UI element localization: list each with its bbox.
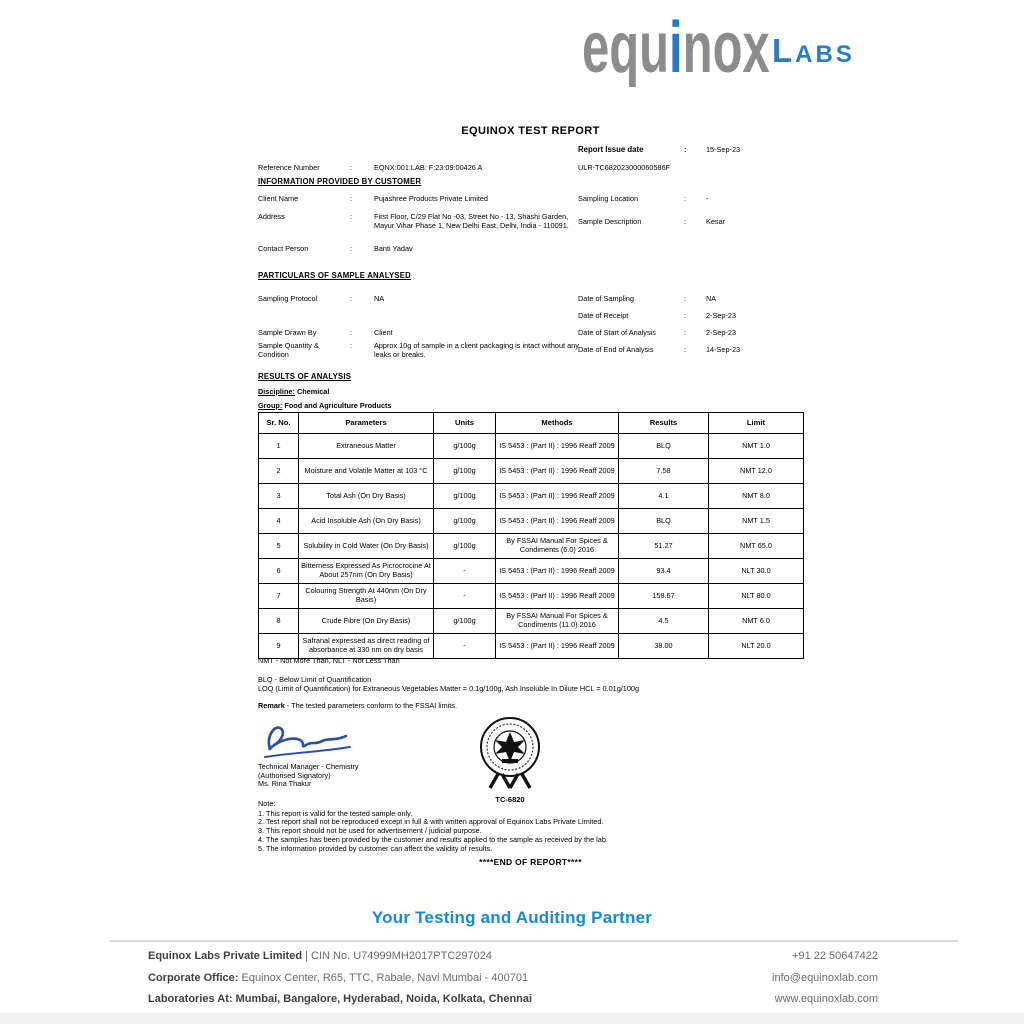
cell-units: g/100g [434, 534, 496, 559]
logo-wordmark [582, 8, 770, 88]
colon: : [350, 341, 353, 350]
cell-method: IS 5453 : (Part II) : 1996 Reaff 2009 [496, 459, 619, 484]
table-row [259, 584, 804, 609]
footer-labs-label: Laboratories At: [148, 993, 233, 1005]
report-issue-date-row [578, 145, 806, 154]
cell-units: - [434, 559, 496, 584]
footer-email[interactable]: info@equinoxlab.com [772, 972, 878, 984]
discipline-value: Chemical [296, 387, 330, 396]
table-row [259, 534, 804, 559]
cell-units: g/100g [434, 434, 496, 459]
cell-limit: NMT 8.0 [709, 484, 804, 509]
signatory-title: Technical Manager - Chemistry [258, 762, 359, 771]
legend-loq: LOQ (Limit of Quantification) for Extraneous Vegetables Matter = 0.1g/100g, Ash Insoluble In Dilute HCL = 0.01g/100g [258, 684, 640, 693]
cell-sr: 6 [259, 559, 299, 584]
colon: : [684, 294, 687, 303]
cell-parameter: Acid Insoluble Ash (On Dry Basis) [299, 509, 434, 534]
customer-info-heading: INFORMATION PROVIDED BY CUSTOMER [258, 177, 422, 186]
date-of-receipt-label: Date of Receipt [578, 311, 629, 320]
client-name-label: Client Name [258, 194, 299, 203]
signatory-role: (Authorised Signatory) [258, 770, 331, 780]
cell-method: IS 5453 : (Part II) : 1996 Reaff 2009 [496, 634, 619, 659]
cell-method: IS 5453 : (Part II) : 1996 Reaff 2009 [496, 559, 619, 584]
results-table [258, 412, 804, 659]
colon: : [684, 311, 687, 320]
group-label: Group: [258, 401, 283, 410]
cell-units: g/100g [434, 509, 496, 534]
footer-company-name: Equinox Labs Private Limited [148, 950, 303, 962]
footer-labs-cities: Mumbai, Bangalore, Hyderabad, Noida, Kolkata, Chennai [232, 993, 533, 1005]
cell-sr: 9 [259, 634, 299, 659]
table-row [259, 634, 804, 659]
cell-method: IS 5453 : (Part II) : 1996 Reaff 2009 [496, 509, 619, 534]
cell-sr: 8 [259, 609, 299, 634]
colon: : [684, 194, 687, 203]
col-header-sr-no: Sr. No. [259, 413, 299, 434]
cell-limit: NMT 1.0 [709, 434, 804, 459]
discipline-row [258, 387, 329, 396]
client-name-value: Pujashree Products Private Limited [374, 194, 488, 203]
sample-quantity-label: Sample Quantity & Condition [258, 341, 319, 359]
colon: : [350, 212, 353, 221]
cell-sr: 4 [259, 509, 299, 534]
sample-description-value: Kesar [706, 217, 726, 226]
legend-nmt-nlt: NMT - Not More Than, NLT - Not Less Than [258, 656, 400, 665]
cell-result: 158.67 [619, 584, 709, 609]
colon: : [684, 217, 687, 226]
end-of-report: ****END OF REPORT**** [479, 857, 582, 867]
cell-result: 4.5 [619, 609, 709, 634]
certification-stamp [472, 716, 548, 804]
issue-date-value: 15-Sep-23 [706, 145, 741, 154]
cell-limit: NLT 20.0 [709, 634, 804, 659]
cell-method: IS 5453 : (Part II) : 1996 Reaff 2009 [496, 584, 619, 609]
date-of-sampling-row [578, 294, 806, 303]
signature-scribble [260, 721, 355, 763]
note-block [258, 800, 803, 853]
table-row [259, 559, 804, 584]
col-header-units: Units [434, 413, 496, 434]
cell-limit: NMT 6.0 [709, 609, 804, 634]
sample-quantity-row [258, 341, 580, 359]
remark-line [258, 701, 457, 710]
logo-text-blue-i: i [669, 8, 683, 88]
footer-office-address: Equinox Center, R65, TTC, Rabale, Navi Mumbai - 400701 [238, 972, 529, 984]
contact-person-value: Banti Yadav [374, 244, 413, 253]
footer-labs-row [148, 993, 878, 1005]
cell-limit: NLT 80.0 [709, 584, 804, 609]
results-heading: RESULTS OF ANALYSIS [258, 372, 352, 381]
date-start-analysis-label: Date of Start of Analysis [578, 328, 656, 337]
logo-labs-rest: ABS [795, 41, 855, 68]
cell-parameter: Moisture and Volatile Matter at 103 °C [299, 459, 434, 484]
cell-limit: NLT 30.0 [709, 559, 804, 584]
colon: : [350, 328, 353, 337]
sample-drawn-by-value: Client [374, 328, 393, 337]
note-item: 4. The samples has been provided by the customer and results applied to the sample as received by the lab. [258, 834, 608, 844]
footer-office [148, 972, 528, 984]
sample-drawn-by-row [258, 328, 580, 337]
note-item: 2. Test report shall not be reproduced except in full & with written approval of Equinox Labs Private Limited. [258, 817, 604, 827]
client-name-row [258, 194, 580, 203]
tagline: Your Testing and Auditing Partner [371, 908, 653, 927]
cell-method: By FSSAI Manual For Spices & Condiments (6.0) 2016 [496, 534, 619, 559]
date-of-receipt-value: 2-Sep-23 [706, 311, 737, 320]
table-row [259, 509, 804, 534]
cell-parameter: Safranal expressed as direct reading of absorbance at 330 nm on dry basis [299, 634, 434, 659]
cell-result: BLQ [619, 509, 709, 534]
cell-limit: NMT 12.0 [709, 459, 804, 484]
col-header-results: Results [619, 413, 709, 434]
cell-units: - [434, 584, 496, 609]
sampling-protocol-row [258, 294, 580, 303]
sample-description-label: Sample Description [578, 217, 642, 226]
cell-limit: NMT 1.5 [709, 509, 804, 534]
colon: : [350, 163, 353, 172]
ulr-number: ULR-TC682023000060586F [578, 163, 671, 172]
date-of-sampling-label: Date of Sampling [578, 294, 634, 303]
colon: : [684, 345, 687, 354]
sampling-protocol-value: NA [374, 294, 385, 303]
cell-units: g/100g [434, 609, 496, 634]
date-end-analysis-label: Date of End of Analysis [578, 345, 654, 354]
colon: : [684, 328, 687, 337]
remark-label: Remark [258, 701, 285, 710]
cell-method: By FSSAI Manual For Spices & Condiments (11.0) 2016 [496, 609, 619, 634]
logo-labs-text [772, 34, 855, 75]
cell-method: IS 5453 : (Part II) : 1996 Reaff 2009 [496, 434, 619, 459]
address-row [258, 212, 580, 230]
cell-result: 4.1 [619, 484, 709, 509]
note-item: 5. The information provided by customer can affect the validity of results. [258, 843, 493, 853]
date-end-analysis-row [578, 345, 806, 354]
logo-text-gray2: nox [682, 8, 770, 88]
address-label: Address [258, 212, 285, 221]
table-row [259, 434, 804, 459]
cell-result: 93.4 [619, 559, 709, 584]
cell-sr: 3 [259, 484, 299, 509]
cell-parameter: Total Ash (On Dry Basis) [299, 484, 434, 509]
stamp-code: TC-6820 [495, 795, 525, 804]
table-row [259, 609, 804, 634]
colon: : [350, 244, 353, 253]
footer-labs [148, 993, 532, 1005]
cell-parameter: Crude Fibre (On Dry Basis) [299, 609, 434, 634]
footer-cin: | CIN No. U74999MH2017PTC297024 [302, 950, 493, 962]
table-row [259, 459, 804, 484]
date-start-analysis-value: 2-Sep-23 [706, 328, 737, 337]
cell-limit: NMT 65.0 [709, 534, 804, 559]
footer-office-row [148, 972, 878, 984]
sample-drawn-by-label: Sample Drawn By [258, 328, 317, 337]
colon: : [684, 145, 687, 154]
table-row [259, 484, 804, 509]
cell-method: IS 5453 : (Part II) : 1996 Reaff 2009 [496, 484, 619, 509]
contact-person-label: Contact Person [258, 244, 309, 253]
signatory-block [258, 763, 359, 789]
cell-result: BLQ [619, 434, 709, 459]
remark-text: - The tested parameters conform to the FSSAI limits. [284, 701, 457, 710]
cell-units: g/100g [434, 459, 496, 484]
contact-person-row [258, 244, 580, 253]
sample-quantity-value: Approx 10g of sample in a client packaging is intact without any leaks or breaks. [374, 341, 579, 359]
legend-blq: BLQ - Below Limit of Quantification [258, 675, 372, 684]
note-item: 3. This report should not be used for advertisement / judicial purpose. [258, 826, 482, 836]
sampling-protocol-label: Sampling Protocol [258, 294, 318, 303]
cell-sr: 5 [259, 534, 299, 559]
colon: : [350, 194, 353, 203]
particulars-heading: PARTICULARS OF SAMPLE ANALYSED [258, 271, 411, 280]
cell-result: 38.00 [619, 634, 709, 659]
issue-date-label: Report Issue date [578, 145, 644, 154]
cell-sr: 2 [259, 459, 299, 484]
cell-units: - [434, 634, 496, 659]
cell-sr: 1 [259, 434, 299, 459]
cell-parameter: Solubility in Cold Water (On Dry Basis) [299, 534, 434, 559]
footer-divider [110, 940, 958, 942]
discipline-label: Discipline: [258, 387, 295, 396]
note-item: 1. This report is valid for the tested sample only. [258, 808, 413, 818]
seal-icon [474, 716, 546, 790]
bottom-edge-strip [0, 1013, 1024, 1024]
cell-parameter: Extraneous Matter [299, 434, 434, 459]
note-list [258, 810, 803, 854]
date-of-sampling-value: NA [706, 294, 717, 303]
note-label: Note: [258, 799, 276, 808]
group-row [258, 401, 392, 410]
sampling-location-row [578, 194, 806, 203]
results-table-header-row [259, 413, 804, 434]
cell-result: 51.27 [619, 534, 709, 559]
logo-labs-initial: L [772, 32, 796, 69]
report-title: EQUINOX TEST REPORT [461, 125, 600, 137]
footer-website[interactable]: www.equinoxlab.com [774, 993, 878, 1005]
cell-result: 7.58 [619, 459, 709, 484]
footer-company-row [148, 950, 878, 962]
signatory-name: Ms. Rina Thakur [258, 779, 312, 789]
col-header-limit: Limit [709, 413, 804, 434]
col-header-methods: Methods [496, 413, 619, 434]
cell-parameter: Bitterness Expressed As Picrocrocine At About 257nm (On Dry Basis) [299, 559, 434, 584]
cell-parameter: Colouring Strength At 440nm (On Dry Basis) [299, 584, 434, 609]
sampling-location-value: - [706, 194, 709, 203]
address-value: First Floor, C/29 Flat No -03, Street No - 13, Shashi Garden, Mayur Vihar Phase 1, New Delhi East, Delhi, India - 110091. [374, 212, 569, 230]
reference-number-value: EQNX:001:LAB: F:23:09:00426 A [374, 163, 483, 172]
col-header-parameters: Parameters [299, 413, 434, 434]
footer-office-label: Corporate Office: [148, 972, 239, 984]
date-of-receipt-row [578, 311, 806, 320]
reference-number-row [258, 163, 580, 172]
group-value: Food and Agriculture Products [284, 401, 392, 410]
date-end-analysis-value: 14-Sep-23 [706, 345, 741, 354]
sample-description-row [578, 217, 806, 226]
colon: : [350, 294, 353, 303]
reference-number-label: Reference Number [258, 163, 320, 172]
cell-sr: 7 [259, 584, 299, 609]
sampling-location-label: Sampling Location [578, 194, 639, 203]
cell-units: g/100g [434, 484, 496, 509]
date-start-analysis-row [578, 328, 806, 337]
footer-company [148, 950, 492, 962]
footer-phone[interactable]: +91 22 50647422 [792, 950, 878, 962]
logo-text-gray1: equ [582, 8, 670, 88]
